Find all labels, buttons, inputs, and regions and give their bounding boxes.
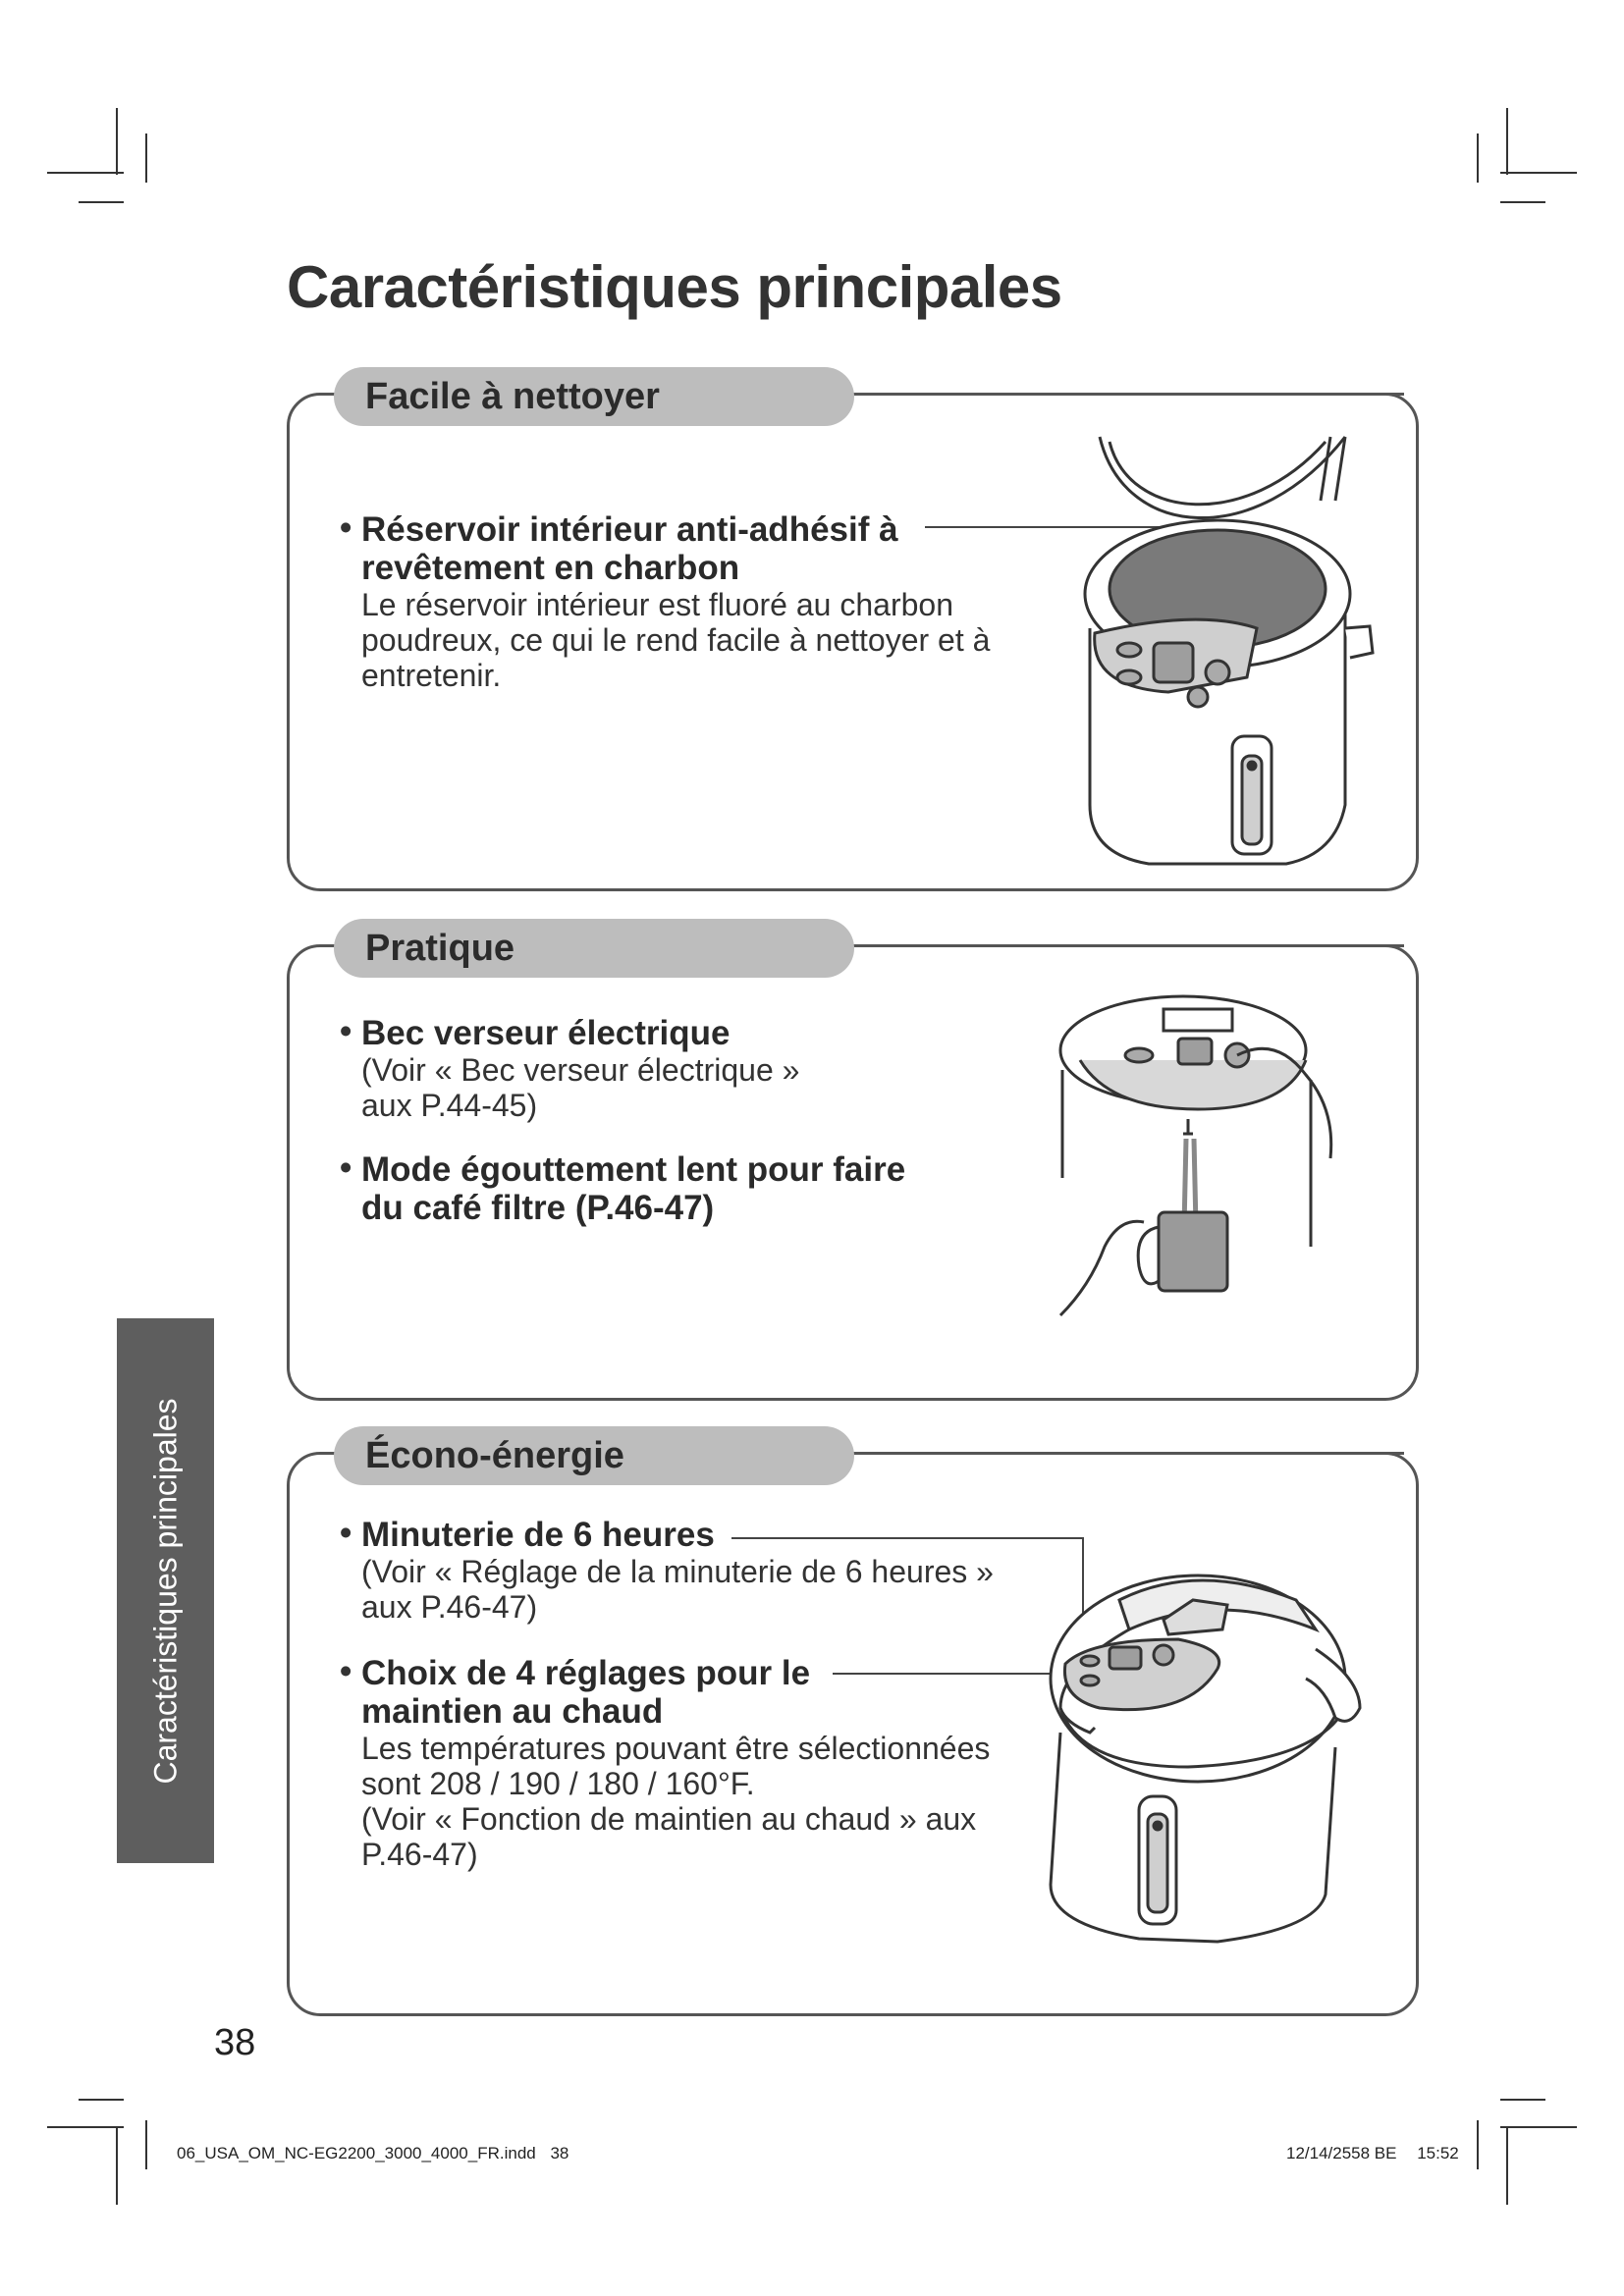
feature-item-minuterie: • Minuterie de 6 heures (Voir « Réglage de la minuterie de 6 heures » aux P.46-47): [340, 1514, 994, 1625]
footer-date: 12/14/2558 BE: [1286, 2144, 1397, 2163]
feature-body: aux P.46-47): [361, 1589, 538, 1625]
crop-mark: [1500, 172, 1577, 174]
pot-open-lid-illustration: [1051, 432, 1384, 883]
crop-mark: [47, 172, 124, 174]
crop-mark: [79, 201, 124, 203]
feature-heading: Mode égouttement lent pour faire: [361, 1150, 906, 1189]
feature-heading: Minuterie de 6 heures: [361, 1516, 715, 1554]
feature-heading: maintien au chaud: [361, 1692, 664, 1731]
page-title: Caractéristiques principales: [287, 254, 1062, 320]
crop-mark: [1477, 2120, 1479, 2169]
footer-file: 06_USA_OM_NC-EG2200_3000_4000_FR.indd: [177, 2144, 536, 2163]
section-tab-econo-energie: Écono-énergie: [334, 1426, 854, 1485]
feature-body: entretenir.: [361, 658, 502, 693]
leader-line: [731, 1537, 1083, 1539]
feature-body: sont 208 / 190 / 180 / 160°F.: [361, 1766, 755, 1801]
footer-file-name: [177, 2144, 568, 2163]
footer-time: 15:52: [1417, 2144, 1459, 2163]
side-tab-label: Caractéristiques principales: [147, 1397, 183, 1785]
crop-mark: [1500, 2099, 1545, 2101]
crop-mark: [145, 133, 147, 183]
pot-dispensing-illustration: [1051, 982, 1345, 1335]
feature-body: (Voir « Fonction de maintien au chaud » aux: [361, 1801, 977, 1837]
side-section-tab: [117, 1318, 214, 1863]
crop-mark: [47, 2126, 124, 2128]
crop-mark: [79, 2099, 124, 2101]
section-tab-facile-nettoyer: Facile à nettoyer: [334, 367, 854, 426]
feature-body: P.46-47): [361, 1837, 478, 1872]
tab-rule: [854, 393, 1404, 396]
crop-mark: [1500, 2126, 1577, 2128]
feature-item-egouttement: • Mode égouttement lent pour faire du café filtre (P.46-47): [340, 1148, 906, 1227]
feature-item-bec-verseur: • Bec verseur électrique (Voir « Bec verseur électrique » aux P.44-45): [340, 1012, 800, 1123]
feature-heading: Choix de 4 réglages pour le: [361, 1654, 811, 1692]
feature-heading: Bec verseur électrique: [361, 1014, 731, 1052]
crop-mark: [1506, 108, 1508, 175]
feature-item-reglages: • Choix de 4 réglages pour le maintien au chaud Les températures pouvant être sélectionnées sont 208 / 190 / 180 / 160°F. (Voir « Fonction de maintien au chaud » aux P.46-47): [340, 1652, 991, 1872]
feature-body: aux P.44-45): [361, 1088, 538, 1123]
feature-body: (Voir « Bec verseur électrique »: [361, 1052, 800, 1088]
crop-mark: [1506, 2126, 1508, 2205]
feature-body: Les températures pouvant être sélectionnées: [361, 1731, 991, 1766]
tab-rule: [854, 944, 1404, 947]
crop-mark: [116, 2126, 118, 2205]
feature-heading: revêtement en charbon: [361, 549, 740, 587]
feature-body: Le réservoir intérieur est fluoré au charbon: [361, 587, 953, 622]
feature-heading: du café filtre (P.46-47): [361, 1189, 715, 1227]
crop-mark: [145, 2120, 147, 2169]
crop-mark: [116, 108, 118, 175]
pot-closed-illustration: [1021, 1561, 1375, 1953]
page-number: 38: [214, 2022, 256, 2063]
section-tab-pratique: Pratique: [334, 919, 854, 978]
feature-heading: Réservoir intérieur anti-adhésif à: [361, 510, 898, 549]
crop-mark: [1500, 201, 1545, 203]
feature-body: poudreux, ce qui le rend facile à nettoyer et à: [361, 622, 991, 658]
crop-mark: [1477, 133, 1479, 183]
footer-file-page: 38: [550, 2144, 569, 2163]
footer-timestamp: [1286, 2144, 1459, 2163]
tab-rule: [854, 1452, 1404, 1455]
feature-item-reservoir: • Réservoir intérieur anti-adhésif à revêtement en charbon Le réservoir intérieur est fluoré au charbon poudreux, ce qui le rend facile à nettoyer et à entretenir.: [340, 508, 991, 693]
feature-body: (Voir « Réglage de la minuterie de 6 heures »: [361, 1554, 994, 1589]
